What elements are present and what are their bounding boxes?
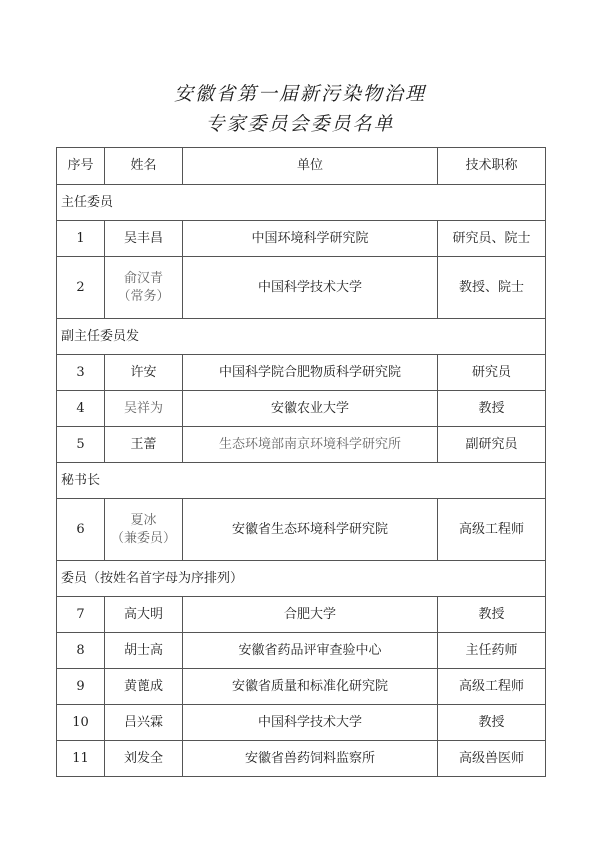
member-serial: 6 [57, 499, 105, 561]
member-serial: 4 [57, 391, 105, 427]
member-name: 吴祥为 [105, 391, 183, 427]
table-row [57, 597, 546, 633]
member-unit: 中国科学技术大学 [183, 257, 438, 319]
member-serial: 11 [57, 741, 105, 777]
member-role-note: （常务） [117, 288, 170, 304]
member-title: 高级兽医师 [438, 741, 546, 777]
member-unit: 安徽省质量和标准化研究院 [183, 669, 438, 705]
section-row-secretary-general [57, 463, 546, 499]
document-title-line-2: 专家委员会委员名单 [205, 113, 395, 135]
table-row [57, 669, 546, 705]
member-title: 主任药师 [438, 633, 546, 669]
member-name: 吴丰昌 [105, 221, 183, 257]
section-label: 副主任委员发 [57, 319, 546, 355]
member-unit: 生态环境部南京环境科学研究所 [183, 427, 438, 463]
header-unit: 单位 [183, 148, 438, 185]
member-name: 高大明 [105, 597, 183, 633]
table-row [57, 355, 546, 391]
member-name: 俞汉青 [123, 270, 163, 286]
header-serial: 序号 [57, 148, 105, 185]
member-name: 黄蓖成 [105, 669, 183, 705]
member-unit: 安徽农业大学 [183, 391, 438, 427]
member-name: 胡士高 [105, 633, 183, 669]
section-row-vice-chair [57, 319, 546, 355]
table-row [57, 221, 546, 257]
member-name: 许安 [105, 355, 183, 391]
section-label: 主任委员 [57, 185, 546, 221]
member-unit: 安徽省兽药饲料监察所 [183, 741, 438, 777]
member-unit: 中国环境科学研究院 [183, 221, 438, 257]
member-serial: 2 [57, 257, 105, 319]
table-row [57, 391, 546, 427]
member-role-note: （兼委员） [110, 530, 176, 546]
member-serial: 1 [57, 221, 105, 257]
member-title: 教授、院士 [438, 257, 546, 319]
member-unit: 合肥大学 [183, 597, 438, 633]
table-row [57, 705, 546, 741]
member-name: 刘发全 [105, 741, 183, 777]
committee-roster-table [56, 147, 546, 777]
member-unit: 中国科学技术大学 [183, 705, 438, 741]
member-serial: 9 [57, 669, 105, 705]
member-title: 教授 [438, 597, 546, 633]
header-name: 姓名 [105, 148, 183, 185]
section-label: 秘书长 [57, 463, 546, 499]
table-row [57, 499, 546, 561]
document-title-line-1: 安徽省第一届新污染物治理 [173, 83, 426, 105]
table-row [57, 741, 546, 777]
member-name: 吕兴霖 [105, 705, 183, 741]
member-title: 研究员、院士 [438, 221, 546, 257]
member-title: 研究员 [438, 355, 546, 391]
section-label: 委员（按姓名首字母为序排列） [57, 561, 546, 597]
member-title: 副研究员 [438, 427, 546, 463]
table-row [57, 633, 546, 669]
member-name: 王蕾 [105, 427, 183, 463]
member-title: 教授 [438, 705, 546, 741]
member-title: 高级工程师 [438, 499, 546, 561]
member-name-cell [105, 499, 183, 561]
member-name: 夏冰 [130, 512, 157, 528]
member-unit: 安徽省生态环境科学研究院 [183, 499, 438, 561]
section-row-chair [57, 185, 546, 221]
member-serial: 7 [57, 597, 105, 633]
member-serial: 5 [57, 427, 105, 463]
member-title: 教授 [438, 391, 546, 427]
table-row [57, 427, 546, 463]
member-serial: 10 [57, 705, 105, 741]
table-header-row [57, 148, 546, 185]
member-serial: 8 [57, 633, 105, 669]
section-row-members [57, 561, 546, 597]
member-unit: 安徽省药品评审查验中心 [183, 633, 438, 669]
member-name-cell [105, 257, 183, 319]
header-title: 技术职称 [438, 148, 546, 185]
member-serial: 3 [57, 355, 105, 391]
member-title: 高级工程师 [438, 669, 546, 705]
member-unit: 中国科学院合肥物质科学研究院 [183, 355, 438, 391]
table-row [57, 257, 546, 319]
